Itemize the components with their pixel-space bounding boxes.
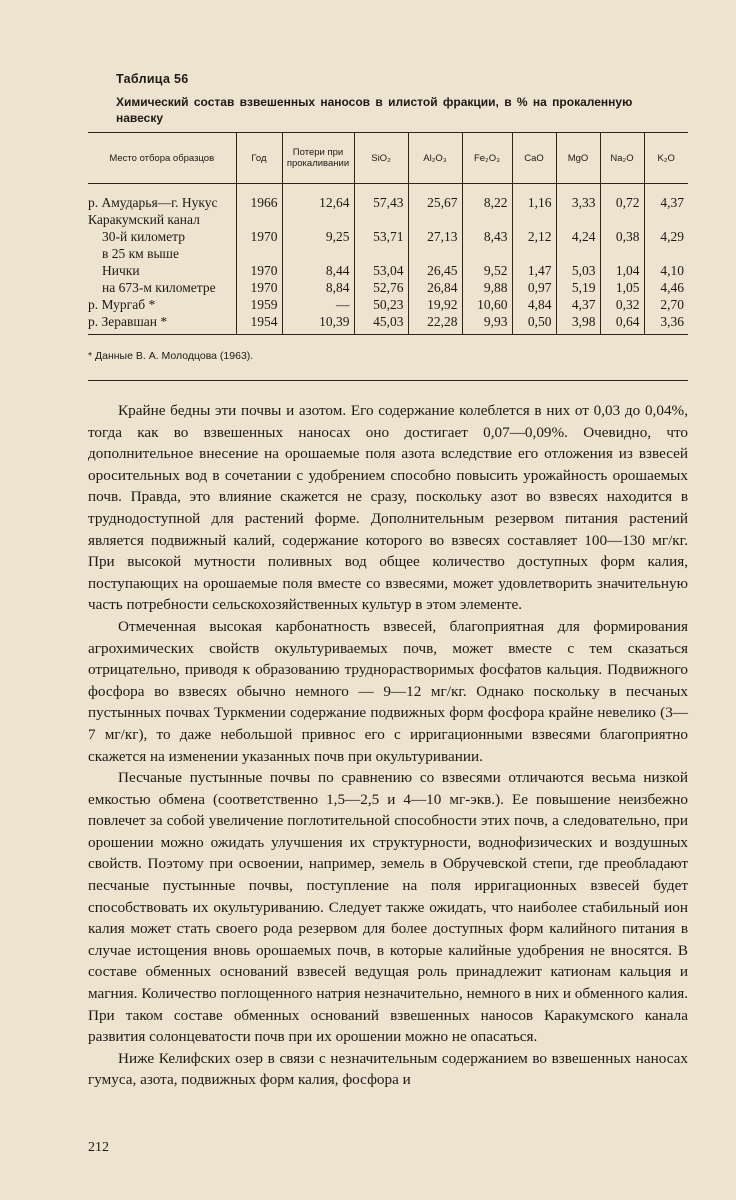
- cell-na2o: [600, 245, 644, 262]
- cell-fe2o3: 9,88: [462, 279, 512, 296]
- header-k2o: K₂O: [644, 133, 688, 184]
- table-footnote: * Данные В. А. Молодцова (1963).: [88, 350, 254, 362]
- table-row: [88, 245, 688, 262]
- cell-place: Нички: [102, 263, 140, 278]
- paragraph: Крайне бедны эти почвы и азотом. Его содержание колеблется в них от 0,03 до 0,04%, тогда как во взвешенных наносах оно достигает 0,07—0,09%. Очевидно, что дополнительное внесение на орошаемые поля азота вследствие его отложения из взвесей оросительных вод в сочетании с удобрением способно повысить урожайность орошаемых почв. Правда, это влияние скажется не сразу, поскольку азот во взвесях находится в труднодоступной для растений форме. Дополнительным резервом питания растений является подвижный калий, содержание которого во взвесях составляет 100—130 мг/кг. При высокой мутности поливных вод общее количество доступных форм калия, поступающих на орошаемые поля вместе со взвесями, может удовлетворить значительную часть потребности сельскохозяйственных культур в этом элементе.: [88, 402, 688, 614]
- cell-mgo: 3,33: [556, 184, 600, 212]
- cell-mgo: 4,24: [556, 228, 600, 245]
- header-fe2o3: Fe₂O₃: [462, 133, 512, 184]
- cell-cao: 2,12: [512, 228, 556, 245]
- cell-cao: [512, 245, 556, 262]
- table-caption: Химический состав взвешенных наносов в илистой фракции, в % на прокаленную навеску: [116, 95, 633, 125]
- cell-k2o: 4,37: [644, 184, 688, 212]
- cell-loss: 10,39: [282, 313, 354, 335]
- cell-fe2o3: 8,22: [462, 184, 512, 212]
- cell-sio2: 52,76: [354, 279, 408, 296]
- cell-place: Каракумский канал: [88, 212, 200, 227]
- cell-fe2o3: 9,93: [462, 313, 512, 335]
- table-row: [88, 211, 688, 228]
- cell-place: на 673-м километре: [102, 280, 216, 295]
- cell-k2o: 3,36: [644, 313, 688, 335]
- cell-cao: 1,16: [512, 184, 556, 212]
- cell-mgo: 5,19: [556, 279, 600, 296]
- table-row: [88, 262, 688, 279]
- cell-na2o: 1,04: [600, 262, 644, 279]
- cell-year: 1954: [236, 313, 282, 335]
- cell-k2o: 4,29: [644, 228, 688, 245]
- cell-year: 1970: [236, 228, 282, 245]
- cell-cao: [512, 211, 556, 228]
- cell-k2o: 4,46: [644, 279, 688, 296]
- cell-place: р. Зеравшан *: [88, 314, 168, 329]
- table-header-row: [88, 133, 688, 184]
- chemical-composition-table: [88, 132, 688, 335]
- cell-mgo: 4,37: [556, 296, 600, 313]
- cell-k2o: [644, 245, 688, 262]
- cell-na2o: 0,38: [600, 228, 644, 245]
- header-place: Место отбора образцов: [88, 133, 236, 184]
- cell-al2o3: [408, 245, 462, 262]
- header-year: Год: [236, 133, 282, 184]
- cell-al2o3: 25,67: [408, 184, 462, 212]
- paragraph: Отмеченная высокая карбонатность взвесей, благоприятная для формирования агрохимических свойств окультуриваемых почв, может вместе с тем сказаться отрицательно, приводя к образованию труднорастворимых фосфатов кальция. Подвижного фосфора во взвесях обычно немного — 9—12 мг/кг. Однако поскольку в песчаных пустынных почвах Туркмении содержание подвижных форм фосфора крайне невелико (3—7 мг/кг), то даже небольшой привнос его с ирригационными взвесями благоприятно скажется на изменении указанных почв при окультуривании.: [88, 617, 688, 765]
- page-number: 212: [88, 1140, 109, 1155]
- cell-cao: 0,50: [512, 313, 556, 335]
- cell-year: [236, 211, 282, 228]
- cell-year: 1959: [236, 296, 282, 313]
- cell-loss: [282, 245, 354, 262]
- header-sio2: SiO₂: [354, 133, 408, 184]
- cell-sio2: 50,23: [354, 296, 408, 313]
- table-row: [88, 184, 688, 212]
- cell-fe2o3: [462, 211, 512, 228]
- cell-place: р. Мургаб *: [88, 297, 156, 312]
- cell-al2o3: 27,13: [408, 228, 462, 245]
- cell-place: в 25 км выше: [102, 246, 179, 261]
- header-cao: CaO: [512, 133, 556, 184]
- paragraph: Песчаные пустынные почвы по сравнению со взвесями отличаются весьма низкой емкостью обмена (соответственно 1,5—2,5 и 4—10 мг-экв.). Ее повышение неизбежно повлечет за собой увеличение поглотительной способности этих почв, а следовательно, при орошении можно ожидать улучшения их структурности, воднофизических и воздушных свойств. Поэтому при освоении, например, земель в Обручевской степи, где преобладают песчаные пустынные почвы, поступление на поля ирригационных взвесей будет способствовать их окультуриванию. Следует также ожидать, что наиболее стабильный ион калия может стать своего рода резервом для более доступных форм калийного питания в случае истощения вновь орошаемых почв, в которые калийные удобрения не вносятся. В составе обменных оснований взвесей ведущая роль принадлежит катионам кальция и магния. Количество поглощенного натрия незначительно, немного в них и обменного калия. При таком составе обменных оснований взвешенных наносов Каракумского канала развития солонцеватости почв при их орошении можно не опасаться.: [88, 769, 688, 1046]
- cell-loss: 8,84: [282, 279, 354, 296]
- table-row: [88, 313, 688, 335]
- cell-fe2o3: [462, 245, 512, 262]
- cell-al2o3: 22,28: [408, 313, 462, 335]
- cell-sio2: 53,71: [354, 228, 408, 245]
- cell-place: р. Амударья—г. Нукус: [88, 195, 218, 210]
- cell-place: 30-й километр: [102, 229, 185, 244]
- body-text: [88, 400, 688, 1091]
- cell-fe2o3: 9,52: [462, 262, 512, 279]
- cell-cao: 1,47: [512, 262, 556, 279]
- cell-loss: —: [282, 296, 354, 313]
- table-row: [88, 228, 688, 245]
- cell-sio2: 57,43: [354, 184, 408, 212]
- table-row: [88, 296, 688, 313]
- cell-loss: 12,64: [282, 184, 354, 212]
- cell-cao: 4,84: [512, 296, 556, 313]
- header-na2o: Na₂O: [600, 133, 644, 184]
- cell-sio2: [354, 211, 408, 228]
- section-divider: [88, 380, 688, 381]
- cell-al2o3: 26,84: [408, 279, 462, 296]
- cell-al2o3: 26,45: [408, 262, 462, 279]
- cell-cao: 0,97: [512, 279, 556, 296]
- header-al2o3: Al₂O₃: [408, 133, 462, 184]
- cell-year: [236, 245, 282, 262]
- cell-loss: 8,44: [282, 262, 354, 279]
- cell-sio2: 53,04: [354, 262, 408, 279]
- cell-k2o: [644, 211, 688, 228]
- cell-year: 1970: [236, 279, 282, 296]
- cell-mgo: 5,03: [556, 262, 600, 279]
- cell-al2o3: [408, 211, 462, 228]
- cell-mgo: [556, 245, 600, 262]
- table-label: Таблица 56: [116, 72, 189, 86]
- cell-mgo: 3,98: [556, 313, 600, 335]
- cell-mgo: [556, 211, 600, 228]
- cell-loss: 9,25: [282, 228, 354, 245]
- cell-sio2: 45,03: [354, 313, 408, 335]
- header-loss: Потери при прокаливании: [282, 133, 354, 184]
- cell-fe2o3: 10,60: [462, 296, 512, 313]
- cell-k2o: 4,10: [644, 262, 688, 279]
- cell-na2o: [600, 211, 644, 228]
- cell-al2o3: 19,92: [408, 296, 462, 313]
- cell-year: 1970: [236, 262, 282, 279]
- table-row: [88, 279, 688, 296]
- paragraph: Ниже Келифских озер в связи с незначительным содержанием во взвешенных наносах гумуса, азота, подвижных форм калия, фосфора и: [88, 1049, 688, 1089]
- cell-na2o: 1,05: [600, 279, 644, 296]
- header-mgo: MgO: [556, 133, 600, 184]
- cell-na2o: 0,32: [600, 296, 644, 313]
- cell-fe2o3: 8,43: [462, 228, 512, 245]
- cell-loss: [282, 211, 354, 228]
- cell-na2o: 0,64: [600, 313, 644, 335]
- book-page: [88, 0, 688, 1200]
- cell-year: 1966: [236, 184, 282, 212]
- cell-sio2: [354, 245, 408, 262]
- cell-na2o: 0,72: [600, 184, 644, 212]
- cell-k2o: 2,70: [644, 296, 688, 313]
